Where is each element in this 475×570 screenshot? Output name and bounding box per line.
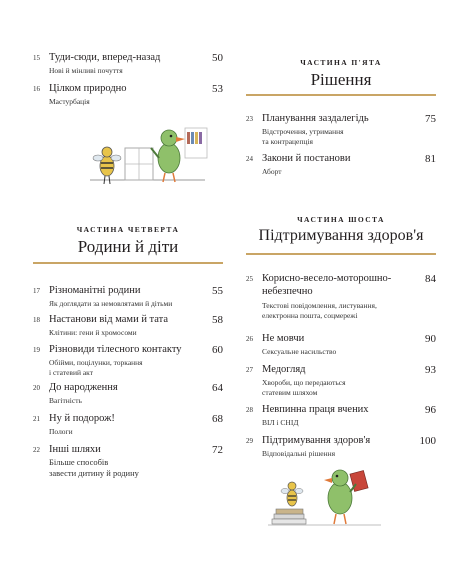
chapter-subtitle: Мастурбація — [49, 97, 90, 106]
part-label: ЧАСТИНА ШОСТА — [297, 215, 385, 224]
page-number: 84 — [425, 273, 436, 285]
chapter-title: Корисно-весело-моторошно- — [262, 273, 392, 284]
divider — [246, 253, 436, 255]
chapter-title: Планування заздалегідь — [262, 113, 369, 124]
part-title: Рішення — [310, 70, 372, 89]
chapter-title: Невпинна праця вчених — [262, 404, 369, 415]
chapter-subtitle: Пологи — [49, 427, 73, 436]
chapter-subtitle: Як доглядати за немовлятами й дітьми — [49, 299, 173, 308]
chapter-subtitle: Аборт — [262, 167, 282, 176]
part-label: ЧАСТИНА П'ЯТА — [300, 58, 382, 67]
chapter-number: 16 — [33, 85, 40, 93]
page-number: 68 — [212, 413, 223, 425]
chapter-number: 21 — [33, 415, 40, 423]
page-number: 93 — [425, 364, 436, 376]
chapter-title: Різноманітні родини — [49, 285, 141, 296]
page-number: 60 — [212, 344, 223, 356]
chapter-title: Підтримування здоров'я — [262, 435, 371, 446]
page-number: 96 — [425, 404, 436, 416]
divider — [33, 262, 223, 264]
part-label: ЧАСТИНА ЧЕТВЕРТА — [76, 225, 180, 234]
chapter-number: 17 — [33, 287, 40, 295]
chapter-number: 24 — [246, 155, 253, 163]
chapter-subtitle-line2: і статевий акт — [49, 368, 93, 377]
chapter-number: 22 — [33, 446, 40, 454]
page-number: 72 — [212, 444, 223, 456]
chapter-title: Різновиди тілесного контакту — [49, 344, 182, 355]
part-title: Родини й діти — [77, 237, 179, 256]
page-number: 55 — [212, 285, 223, 297]
page-number: 64 — [212, 382, 223, 394]
chapter-subtitle: Більше способів — [49, 457, 109, 467]
chapter-title: Інші шляхи — [49, 444, 101, 455]
chapter-title: Не мовчи — [262, 333, 305, 344]
chapter-title-line2: небезпечно — [262, 286, 313, 297]
chapter-title: Туди-сюди, вперед-назад — [49, 52, 161, 63]
part-title: Підтримування здоров'я — [258, 227, 424, 244]
page-number: 100 — [419, 435, 436, 447]
chapter-number: 26 — [246, 335, 253, 343]
chapter-title: До народження — [49, 382, 118, 393]
bird-with-books-illustration — [266, 458, 386, 528]
chapter-subtitle: ВІЛ і СНІД — [262, 418, 299, 427]
divider — [246, 94, 436, 96]
page-number: 75 — [425, 113, 436, 125]
chapter-number: 20 — [33, 384, 40, 392]
chapter-subtitle-line2: статевим шляхом — [262, 388, 318, 397]
chapter-subtitle: Відповідальні рішення — [262, 449, 336, 458]
chapter-number: 15 — [33, 54, 40, 62]
chapter-subtitle: Сексуальне насильство — [262, 347, 337, 356]
chapter-number: 28 — [246, 406, 253, 414]
chapter-title: Закони й постанови — [262, 153, 351, 164]
chapter-title: Цілком природно — [49, 83, 127, 94]
page-number: 50 — [212, 52, 223, 64]
chapter-subtitle: Хвороби, що передаються — [262, 378, 346, 387]
chapter-subtitle: Клітини: гени й хромосоми — [49, 328, 137, 337]
bee-and-bird-illustration — [85, 118, 210, 190]
chapter-number: 29 — [246, 437, 253, 445]
chapter-subtitle-line2: електронна пошта, соцмережі — [262, 311, 358, 320]
chapter-number: 25 — [246, 275, 253, 283]
chapter-number: 27 — [246, 366, 253, 374]
chapter-subtitle: Текстові повідомлення, листування, — [262, 301, 377, 310]
chapter-subtitle: Відстрочення, утримання — [262, 127, 344, 136]
chapter-subtitle: Нові й мінливі почуття — [49, 66, 123, 75]
chapter-subtitle: Обійми, поцілунки, торкання — [49, 358, 143, 367]
page-number: 81 — [425, 153, 436, 165]
chapter-title: Настанови від мами й тата — [49, 314, 169, 325]
chapter-title: Ну й подорож! — [49, 413, 115, 424]
chapter-subtitle-line2: та контрацепція — [262, 137, 313, 146]
chapter-subtitle-line2: завести дитину й родину — [49, 468, 139, 478]
chapter-subtitle: Вагітність — [49, 396, 82, 405]
chapter-number: 18 — [33, 316, 40, 324]
chapter-number: 19 — [33, 346, 40, 354]
chapter-number: 23 — [246, 115, 253, 123]
page-number: 53 — [212, 83, 223, 95]
page-number: 90 — [425, 333, 436, 345]
page-number: 58 — [212, 314, 223, 326]
chapter-title: Медогляд — [262, 364, 306, 375]
